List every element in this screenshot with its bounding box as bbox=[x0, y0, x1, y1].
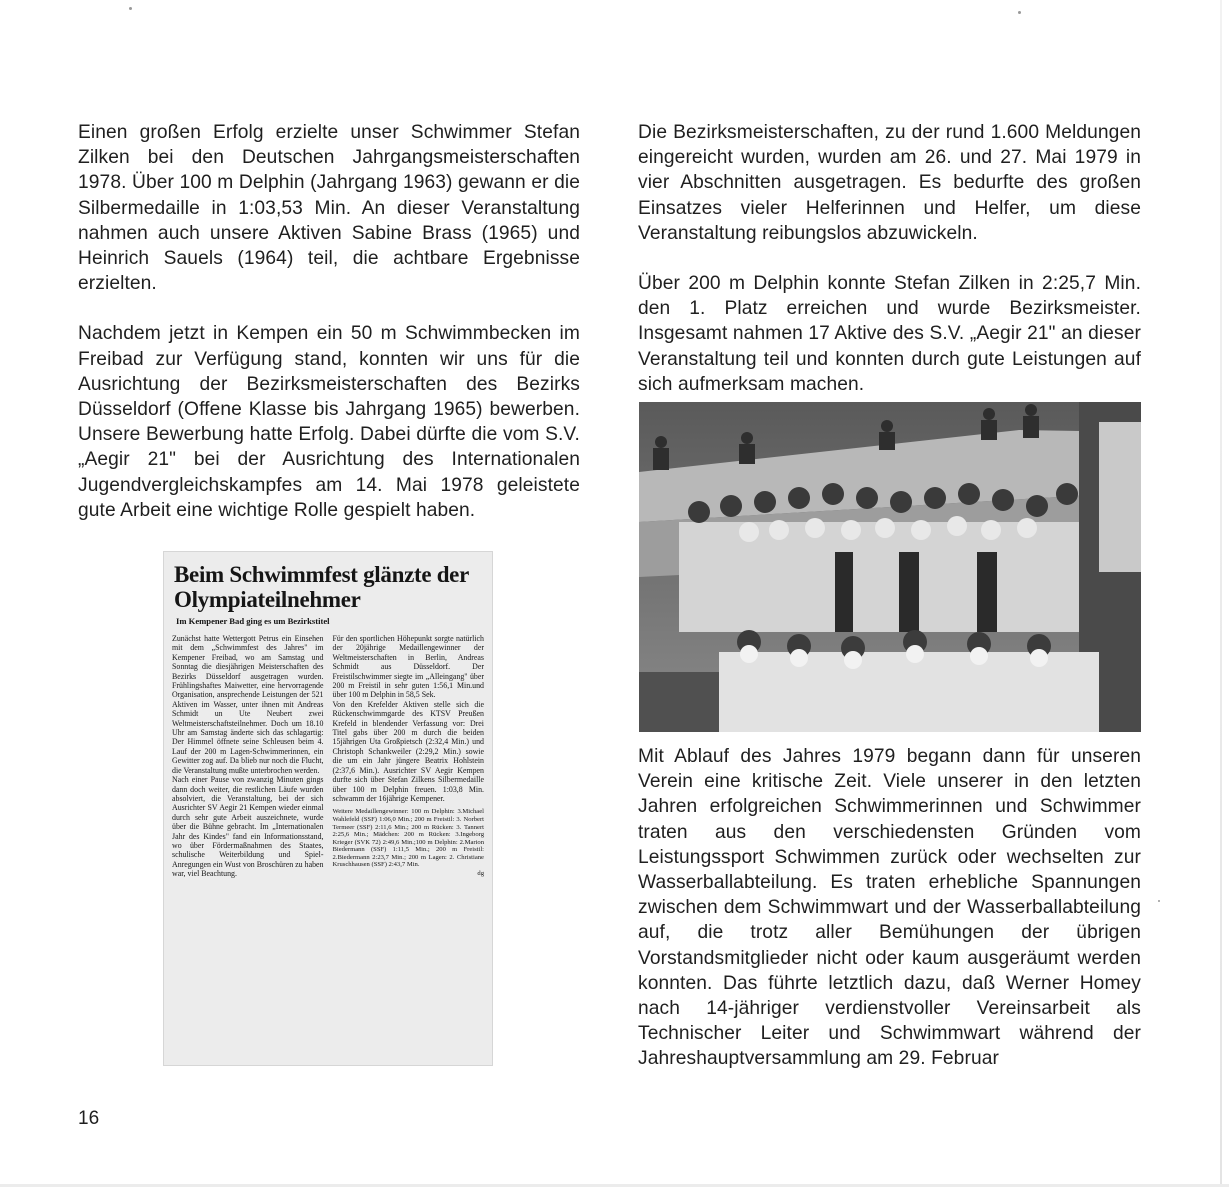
clipping-columns bbox=[172, 634, 484, 879]
clipping-paragraph: Nach einer Pause von zwanzig Minuten gings dann doch weiter, die restlichen Läufe wurden absolviert, die Veranstaltung, bei der sich Ausrichter SV Aegir 21 Kempen wieder einmal durch sehr gute Arbeit auszeichnete, wurde über die Bühne gebracht. Im „Internationalen Jahr des Kindes" fand ein Informationsstand, wo über Fördermaßnahmen des Staates, schulische Weiterbildung und Spiel-Anregungen ein Wust von Broschüren zu haben war, viel Beachtung. bbox=[172, 775, 324, 879]
page-number: 16 bbox=[78, 1108, 100, 1129]
clipping-subheadline: Im Kempener Bad ging es um Bezirkstitel bbox=[176, 616, 330, 626]
paper-speck bbox=[1018, 11, 1021, 14]
paragraph: Nachdem jetzt in Kempen ein 50 m Schwimmbecken im Freibad zur Verfügung stand, konnten wir uns für die Ausrichtung der Bezirksmeisterschaften des Bezirks Düsseldorf (Offene Klasse bis Jahrgang 1965) bewerben. Unsere Bewerbung hatte Erfolg. Dabei dürfte die vom S.V. „Aegir 21" bei der Ausrichtung des Internationalen Jugendvergleichskampfes am 14. Mai 1978 geleistete gute Arbeit eine wichtige Rolle gespielt haben. bbox=[78, 323, 580, 521]
paper-speck bbox=[1158, 900, 1160, 902]
clipping-column-1 bbox=[172, 634, 324, 879]
clipping-headline: Beim Schwimmfest glänzte der Olympiateilnehmer bbox=[174, 562, 469, 612]
clipping-results: Weitere Medaillengewinner: 100 m Delphin: 3.Michael Wahlefeld (SSF) 1:06,0 Min.; 200 m Freistil: 3. Norbert Termeer (SSF) 2:11,6 Min.; 200 m Rücken: 3. Tannert 2:25,6 Min.; Mädchen: 200 m Rücken: 3.Ingeborg Krieger (SVK 72) 2:49,6 Min.;100 m Delphin: 2.Marion Biedermann (SSF) 1:11,5 Min.; 200 m Freistil: 2.Biedermann 2:23,7 Min.; 200 m Lagen: 2. Christiane Kruschhausen (SSF) 2:43,7 Min. bbox=[332, 808, 484, 869]
clipping-paragraph: Zunächst hatte Wettergott Petrus ein Einsehen mit dem „Schwimmfest des Jahres" im Kempener Freibad, wo am Samstag und Sonntag die diesjährigen Meisterschaften des Bezirks Düsseldorf ausgetragen wurden. Frühlingshaftes Maiwetter, eine hervorragende Organisation, ansprechende Leistungen der 521 Aktiven im Wasser, unter ihnen mit Andreas Schmidt un Ute Neubert zwei Weltmeisterschaftsteilnehmer. Doch um 18.10 Uhr am Samstag änderte sich das schlagartig: Der Himmel öffnete seine Schleusen beim 4. Lauf der 200 m Lagen-Schwimmerinnen, ein Gewitter zog auf. Da blieb nur noch die Flucht, die Veranstaltung mußte unterbrochen werden. bbox=[172, 634, 324, 775]
clipping-paragraph: Von den Krefelder Aktiven stelle sich die Rückenschwimmgarde des KTSV Preußen Krefeld in blendender Verfassung vor: Drei Titel gabs über 200 m durch die beiden 15jährigen Uta Großpietsch (2:32,4 Min.) und Christoph Schankweiler (2:29,2 Min.) sowie die um ein Jahr jüngere Beatrix Hohlstein (2:37,6 Min.). Ausrichter SV Aegir Kempen durfte sich über Stefan Zilkens Silbermedaille über 100 m Delphin freuen. 1:03,8 Min. schwamm der 16jährige Kempener. bbox=[332, 699, 484, 803]
left-text-column bbox=[78, 120, 580, 523]
clipping-paragraph: Für den sportlichen Höhepunkt sorgte natürlich der 20jährige Medaillengewinner der Weltmeisterschaften in Berlin, Andreas Schmidt aus Düsseldorf. Der Freistilschwimmer siegte im „Alleingang" über 200 m Freistil in sehr guten 1:56,1 Min.und über 100 m Delphin in 58,5 Sek. bbox=[332, 634, 484, 700]
paragraph: Einen großen Erfolg erzielte unser Schwimmer Stefan Zilken bei den Deutschen Jahrgangsmeisterschaften 1978. Über 100 m Delphin (Jahrgang 1963) gewann er die Silbermedaille in 1:03,53 Min. An dieser Veranstaltung nahmen auch unsere Aktiven Sabine Brass (1965) und Heinrich Sauels (1964) teil, die achtbare Ergebnisse erzielten. bbox=[78, 122, 580, 295]
right-text-column-bottom bbox=[638, 744, 1141, 1072]
paper-speck bbox=[129, 7, 132, 10]
paragraph: Die Bezirksmeisterschaften, zu der rund 1.600 Meldungen eingereicht wurden, wurden am 26. und 27. Mai 1979 in vier Abschnitten ausgetragen. Es bedurfte des großen Einsatzes vieler Helferinnen und Helfer, um diese Veranstaltung reibungslos abzuwickeln. bbox=[638, 122, 1141, 244]
right-text-column-top bbox=[638, 120, 1141, 397]
paragraph: Mit Ablauf des Jahres 1979 begann dann für unseren Verein eine kritische Zeit. Viele unserer in den letzten Jahren erfolgreichen Schwimmerinnen und Schwimmer traten aus den verschiedensten Gründen vom Leistungssport Schwimmen zurück oder wechselten zur Wasserballabteilung. Es traten erhebliche Spannungen zwischen dem Schwimmwart und der Wasserballabteilung auf, die trotz aller Bemühungen der übrigen Vorstandsmitglieder nicht oder kaum ausgeräumt werden konnten. Das führte letztlich dazu, daß Werner Homey nach 14-jähriger verdienstvoller Vereinsarbeit als Technischer Leiter und Schwimmwart während der Jahreshauptversammlung am 29. Februar bbox=[638, 746, 1141, 1070]
team-photo bbox=[639, 402, 1141, 732]
clipping-column-2 bbox=[333, 634, 485, 879]
page-edge bbox=[1220, 0, 1222, 1187]
clipping-signature: dg bbox=[477, 870, 484, 878]
newspaper-clipping bbox=[163, 551, 493, 1066]
paragraph: Über 200 m Delphin konnte Stefan Zilken in 2:25,7 Min. den 1. Platz erreichen und wurde Bezirksmeister. Insgesamt nahmen 17 Aktive des S.V. „Aegir 21" an dieser Veranstaltung teil und konnten durch gute Leistungen auf sich aufmerksam machen. bbox=[638, 273, 1141, 395]
